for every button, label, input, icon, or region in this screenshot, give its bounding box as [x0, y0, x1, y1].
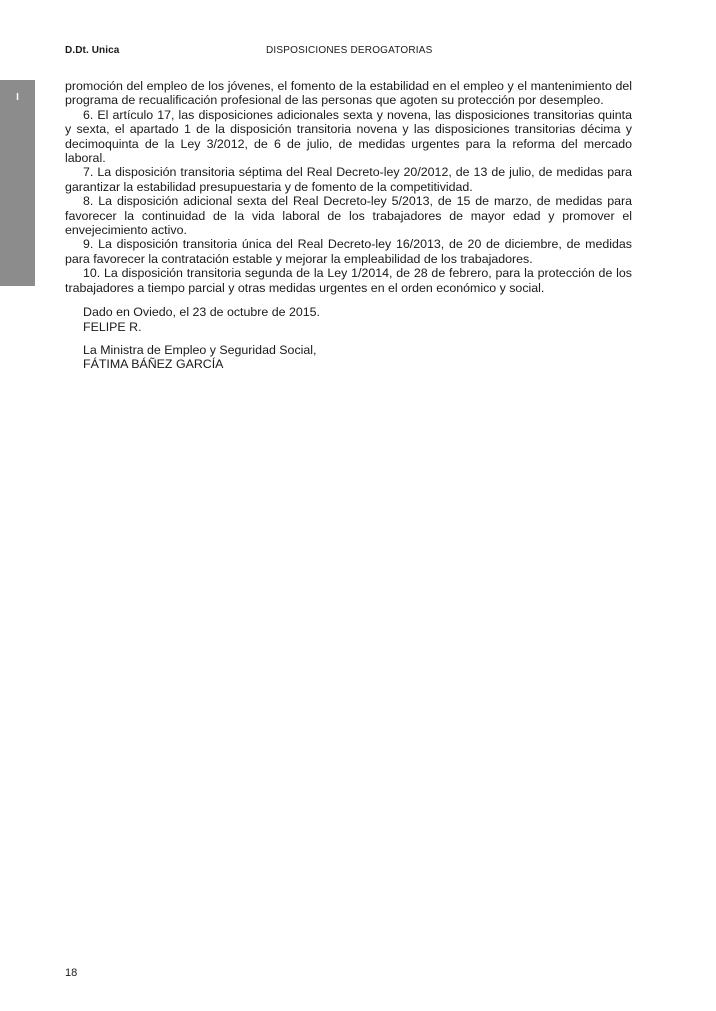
header-section-ref: D.Dt. Unica: [65, 45, 120, 56]
running-header: [65, 45, 632, 59]
paragraph-continuation: promoción del empleo de los jóvenes, el fomento de la estabilidad en el empleo y el mantenimiento del programa de recualificación profesional de las personas que agoten su protección por desempleo.: [65, 79, 632, 108]
paragraph-item-7: 7. La disposición transitoria séptima del Real Decreto-ley 20/2012, de 13 de julio, de medidas para garantizar la estabilidad presupuestaria y de fomento de la competitividad.: [65, 165, 632, 194]
minister-title: La Ministra de Empleo y Seguridad Social,: [83, 342, 317, 357]
paragraph-item-8: 8. La disposición adicional sexta del Real Decreto-ley 5/2013, de 15 de marzo, de medidas para favorecer la continuidad de la vida laboral de los trabajadores de mayor edad y promover el envejecimiento activo.: [65, 194, 632, 238]
side-tab-label: I: [16, 92, 19, 103]
paragraph-item-10: 10. La disposición transitoria segunda de la Ley 1/2014, de 28 de febrero, para la protección de los trabajadores a tiempo parcial y otras medidas urgentes en el orden económico y social.: [65, 266, 632, 295]
paragraph-item-9: 9. La disposición transitoria única del Real Decreto-ley 16/2013, de 20 de diciembre, de medidas para favorecer la contratación estable y mejorar la empleabilidad de los trabajadores.: [65, 237, 632, 266]
paragraph-item-6: 6. El artículo 17, las disposiciones adicionales sexta y novena, las disposiciones transitorias quinta y sexta, el apartado 1 de la disposición transitoria novena y las disposiciones transitorias décima y decimoquinta de la Ley 3/2012, de 6 de julio, de medidas urgentes para la reforma del mercado laboral.: [65, 107, 632, 166]
page-number: 18: [65, 967, 78, 979]
document-body: [65, 79, 632, 372]
header-title: DISPOSICIONES DEROGATORIAS: [266, 45, 433, 56]
closing-block: [65, 305, 632, 372]
minister-name: FÁTIMA BÁÑEZ GARCÍA: [83, 357, 224, 372]
section-side-tab: [0, 80, 35, 286]
signer-name: FELIPE R.: [83, 319, 142, 334]
dated-line: Dado en Oviedo, el 23 de octubre de 2015.: [83, 305, 320, 320]
